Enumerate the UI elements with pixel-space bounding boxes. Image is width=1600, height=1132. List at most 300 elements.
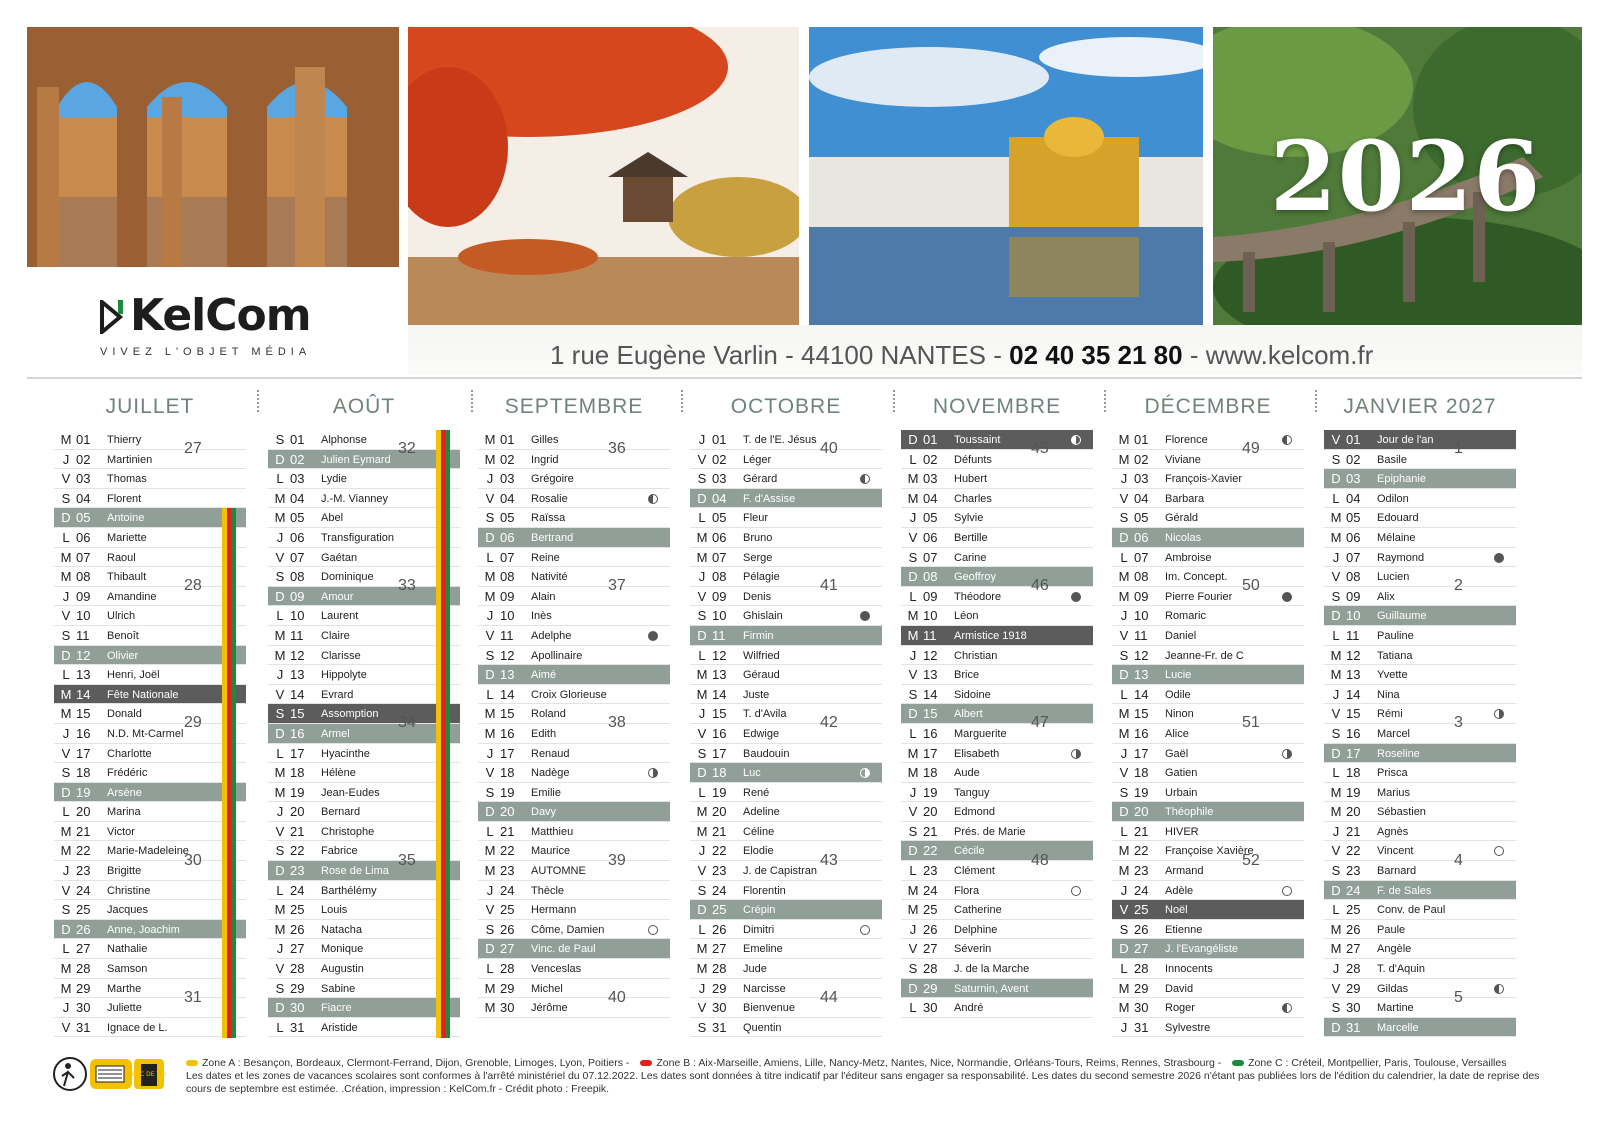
saint-name: Urbain bbox=[1165, 786, 1198, 799]
day-number: 24 bbox=[1346, 882, 1361, 898]
day-number: 30 bbox=[1346, 1000, 1361, 1016]
day-letter: M bbox=[484, 863, 496, 879]
week-number: 4 bbox=[1454, 851, 1463, 869]
saint-name: Bertille bbox=[954, 531, 988, 544]
saint-name: François-Xavier bbox=[1165, 473, 1243, 486]
day-letter: V bbox=[485, 765, 495, 781]
day-letter: V bbox=[485, 902, 495, 918]
saint-name: Rosalie bbox=[531, 492, 568, 505]
day-letter: J bbox=[276, 529, 284, 545]
day-row bbox=[1324, 959, 1516, 979]
day-letter: V bbox=[275, 961, 285, 977]
day-row bbox=[690, 528, 882, 548]
saint-name: Aimé bbox=[531, 669, 557, 682]
day-letter: L bbox=[276, 1019, 284, 1035]
day-number: 28 bbox=[1346, 961, 1361, 977]
day-letter: S bbox=[1119, 921, 1129, 937]
saint-name: Céline bbox=[743, 825, 775, 838]
saint-name: Florence bbox=[1165, 434, 1208, 446]
day-row bbox=[690, 783, 882, 803]
day-row bbox=[901, 744, 1093, 764]
day-letter: S bbox=[275, 843, 285, 859]
saint-name: Côme, Damien bbox=[531, 923, 605, 936]
day-row bbox=[901, 430, 1093, 450]
day-number: 17 bbox=[923, 745, 938, 761]
day-number: 06 bbox=[712, 529, 727, 545]
day-row bbox=[901, 469, 1093, 489]
day-number: 15 bbox=[290, 706, 305, 722]
day-number: 24 bbox=[290, 882, 305, 898]
day-row bbox=[690, 724, 882, 744]
day-row bbox=[1112, 920, 1304, 940]
week-number: 41 bbox=[820, 577, 838, 595]
day-number: 30 bbox=[76, 1000, 91, 1016]
month-column bbox=[1324, 395, 1516, 1037]
day-letter: J bbox=[698, 432, 706, 447]
day-letter: M bbox=[1118, 451, 1130, 467]
saint-name: Sabine bbox=[321, 982, 356, 995]
day-letter: M bbox=[907, 490, 919, 506]
day-number: 14 bbox=[76, 686, 91, 702]
day-row bbox=[901, 939, 1093, 959]
day-number: 12 bbox=[290, 647, 305, 663]
day-letter: S bbox=[908, 961, 918, 977]
day-row bbox=[1112, 567, 1304, 587]
saint-name: Assomption bbox=[321, 708, 379, 721]
day-row bbox=[268, 998, 460, 1018]
saint-name: Alix bbox=[1377, 590, 1395, 603]
day-row bbox=[1324, 450, 1516, 470]
day-number: 02 bbox=[1346, 451, 1361, 467]
saint-name: Tatiana bbox=[1377, 649, 1413, 662]
day-row bbox=[1324, 430, 1516, 450]
saint-name: Augustin bbox=[321, 963, 364, 976]
day-row bbox=[901, 646, 1093, 666]
day-letter: S bbox=[1331, 588, 1341, 604]
day-number: 28 bbox=[712, 961, 727, 977]
day-number: 20 bbox=[1134, 804, 1149, 820]
saint-name: Donald bbox=[107, 708, 142, 721]
zone-b-marker bbox=[640, 1060, 652, 1066]
saint-name: AUTOMNE bbox=[531, 865, 586, 878]
day-number: 31 bbox=[290, 1019, 305, 1035]
week-number: 51 bbox=[1242, 714, 1260, 732]
day-number: 09 bbox=[712, 588, 727, 604]
day-number: 08 bbox=[1134, 569, 1149, 585]
saint-name: Conv. de Paul bbox=[1377, 904, 1446, 917]
day-letter: M bbox=[60, 706, 72, 722]
last-quarter-icon bbox=[648, 494, 658, 504]
day-number: 21 bbox=[923, 823, 938, 839]
day-letter: M bbox=[1118, 725, 1130, 741]
day-number: 15 bbox=[923, 706, 938, 722]
day-number: 03 bbox=[1134, 471, 1149, 487]
saint-name: Nicolas bbox=[1165, 531, 1202, 544]
day-number: 22 bbox=[500, 843, 515, 859]
saint-name: Théodore bbox=[954, 590, 1002, 603]
day-letter: M bbox=[484, 1000, 496, 1016]
day-number: 07 bbox=[500, 549, 515, 565]
day-row bbox=[901, 685, 1093, 705]
day-number: 31 bbox=[76, 1019, 91, 1035]
saint-name: Léger bbox=[743, 453, 772, 466]
day-row bbox=[54, 489, 246, 509]
day-letter: V bbox=[1331, 432, 1341, 447]
day-letter: D bbox=[485, 804, 495, 820]
saint-name: David bbox=[1165, 982, 1194, 995]
day-letter: S bbox=[697, 882, 707, 898]
day-number: 24 bbox=[76, 882, 91, 898]
day-number: 01 bbox=[923, 432, 938, 447]
day-row bbox=[1112, 489, 1304, 509]
day-row bbox=[1112, 900, 1304, 920]
day-number: 05 bbox=[1346, 510, 1361, 526]
week-number: 50 bbox=[1242, 577, 1260, 595]
day-number: 05 bbox=[1134, 510, 1149, 526]
saint-name: Guillaume bbox=[1377, 610, 1427, 623]
saint-name: Jude bbox=[743, 963, 767, 976]
day-letter: D bbox=[61, 510, 71, 526]
day-number: 14 bbox=[1134, 686, 1149, 702]
day-letter: V bbox=[908, 529, 918, 545]
day-letter: D bbox=[275, 1000, 285, 1016]
day-letter: S bbox=[485, 510, 495, 526]
day-row bbox=[54, 861, 246, 881]
saint-name: Juste bbox=[743, 688, 770, 701]
day-row bbox=[1112, 587, 1304, 607]
day-row bbox=[268, 508, 460, 528]
saint-name: Bienvenue bbox=[743, 1002, 795, 1015]
day-row bbox=[901, 665, 1093, 685]
new-moon-icon bbox=[1071, 592, 1081, 602]
day-letter: L bbox=[276, 882, 284, 898]
saint-name: Luc bbox=[743, 767, 761, 780]
day-letter: D bbox=[1331, 471, 1341, 487]
day-number: 30 bbox=[923, 1000, 938, 1016]
day-number: 27 bbox=[76, 941, 91, 957]
day-letter: S bbox=[1331, 1000, 1341, 1016]
saint-name: Clément bbox=[954, 865, 995, 878]
day-number: 05 bbox=[712, 510, 727, 526]
day-row bbox=[1324, 900, 1516, 920]
day-number: 13 bbox=[76, 667, 91, 683]
day-number: 30 bbox=[500, 1000, 515, 1016]
last-quarter-icon bbox=[1494, 984, 1504, 994]
day-number: 04 bbox=[1134, 490, 1149, 506]
saint-name: Thibault bbox=[107, 571, 147, 584]
day-row bbox=[54, 665, 246, 685]
day-row bbox=[54, 900, 246, 920]
day-row bbox=[1112, 626, 1304, 646]
day-number: 08 bbox=[500, 569, 515, 585]
saint-name: Inès bbox=[531, 610, 552, 623]
saint-name: Gaétan bbox=[321, 551, 358, 564]
day-letter: L bbox=[1332, 765, 1340, 781]
school-holiday-stripes bbox=[436, 430, 450, 1038]
day-letter: J bbox=[1332, 961, 1340, 977]
day-letter: M bbox=[1118, 569, 1130, 585]
day-number: 22 bbox=[290, 843, 305, 859]
day-row bbox=[54, 744, 246, 764]
day-number: 23 bbox=[290, 863, 305, 879]
day-letter: J bbox=[62, 451, 70, 467]
day-number: 02 bbox=[923, 451, 938, 467]
saint-name: F. d'Assise bbox=[743, 492, 796, 505]
day-number: 09 bbox=[76, 588, 91, 604]
day-row bbox=[901, 959, 1093, 979]
day-number: 04 bbox=[712, 490, 727, 506]
saint-name: Marcel bbox=[1377, 727, 1411, 740]
day-number: 08 bbox=[923, 569, 938, 585]
day-letter: J bbox=[276, 941, 284, 957]
week-number: 5 bbox=[1454, 988, 1463, 1006]
day-number: 05 bbox=[76, 510, 91, 526]
day-row bbox=[901, 567, 1093, 587]
day-letter: V bbox=[1331, 843, 1341, 859]
saint-name: Olivier bbox=[107, 649, 139, 662]
day-letter: S bbox=[61, 490, 71, 506]
day-letter: S bbox=[275, 980, 285, 996]
day-letter: D bbox=[908, 706, 918, 722]
saint-name: Juliette bbox=[107, 1002, 142, 1015]
day-letter: M bbox=[696, 549, 708, 565]
day-letter: D bbox=[485, 529, 495, 545]
day-letter: S bbox=[697, 745, 707, 761]
day-letter: D bbox=[275, 451, 285, 467]
saint-name: Gildas bbox=[1377, 982, 1409, 995]
new-moon-icon bbox=[648, 631, 658, 641]
day-letter: D bbox=[1119, 804, 1129, 820]
day-number: 17 bbox=[1346, 745, 1361, 761]
saint-name: Martinien bbox=[107, 453, 153, 466]
day-row bbox=[901, 881, 1093, 901]
day-letter: S bbox=[697, 471, 707, 487]
day-number: 09 bbox=[1346, 588, 1361, 604]
day-row bbox=[54, 881, 246, 901]
week-number: 40 bbox=[820, 440, 838, 457]
day-letter: S bbox=[908, 549, 918, 565]
saint-name: Grégoire bbox=[531, 473, 574, 486]
saint-name: Marie-Madeleine bbox=[107, 845, 189, 858]
day-row bbox=[54, 783, 246, 803]
day-letter: L bbox=[909, 725, 917, 741]
day-letter: D bbox=[485, 667, 495, 683]
footer-icons bbox=[52, 1056, 172, 1092]
day-row bbox=[901, 861, 1093, 881]
day-number: 23 bbox=[923, 863, 938, 879]
day-number: 16 bbox=[923, 725, 938, 741]
month-separator bbox=[1315, 390, 1317, 412]
day-letter: M bbox=[1330, 529, 1342, 545]
day-row bbox=[1112, 724, 1304, 744]
saint-name: Gérald bbox=[1165, 512, 1199, 525]
day-number: 25 bbox=[923, 902, 938, 918]
day-row bbox=[478, 450, 670, 470]
saint-name: Marthe bbox=[107, 982, 142, 995]
day-number: 15 bbox=[500, 706, 515, 722]
day-letter: S bbox=[61, 902, 71, 918]
day-row bbox=[268, 841, 460, 861]
day-row bbox=[1324, 841, 1516, 861]
day-letter: V bbox=[485, 627, 495, 643]
saint-name: Brigitte bbox=[107, 865, 142, 878]
day-letter: S bbox=[1331, 725, 1341, 741]
saint-name: Aristide bbox=[321, 1021, 358, 1034]
day-row bbox=[478, 528, 670, 548]
day-number: 12 bbox=[1134, 647, 1149, 663]
day-number: 25 bbox=[1134, 902, 1149, 918]
day-row bbox=[1324, 665, 1516, 685]
saint-name: T. d'Avila bbox=[743, 708, 787, 721]
day-row bbox=[54, 763, 246, 783]
day-number: 16 bbox=[712, 725, 727, 741]
day-letter: J bbox=[486, 882, 494, 898]
week-number: 39 bbox=[608, 851, 626, 869]
saint-name: Alphonse bbox=[321, 434, 367, 446]
saint-name: Bertrand bbox=[531, 531, 574, 544]
day-letter: M bbox=[484, 706, 496, 722]
saint-name: Odile bbox=[1165, 688, 1191, 701]
day-row bbox=[268, 430, 460, 450]
day-number: 01 bbox=[1346, 432, 1361, 447]
day-number: 21 bbox=[500, 823, 515, 839]
saint-name: Emilie bbox=[531, 786, 561, 799]
day-row bbox=[54, 822, 246, 842]
day-row bbox=[54, 1018, 246, 1038]
saint-name: Catherine bbox=[954, 904, 1002, 917]
day-row bbox=[1324, 626, 1516, 646]
day-row bbox=[690, 704, 882, 724]
day-row bbox=[268, 567, 460, 587]
day-number: 20 bbox=[923, 804, 938, 820]
saint-name: Flora bbox=[954, 884, 980, 897]
day-number: 24 bbox=[1134, 882, 1149, 898]
day-row bbox=[690, 959, 882, 979]
day-number: 13 bbox=[1346, 667, 1361, 683]
week-number: 44 bbox=[820, 988, 838, 1006]
day-row bbox=[54, 704, 246, 724]
day-letter: L bbox=[62, 804, 70, 820]
day-number: 10 bbox=[712, 608, 727, 624]
day-row bbox=[901, 763, 1093, 783]
saint-name: Marcelle bbox=[1377, 1021, 1419, 1034]
week-number: 42 bbox=[820, 714, 838, 732]
day-number: 20 bbox=[712, 804, 727, 820]
day-letter: M bbox=[696, 961, 708, 977]
contact-website: - www.kelcom.fr bbox=[1189, 340, 1374, 370]
day-row bbox=[690, 606, 882, 626]
saint-name: Renaud bbox=[531, 747, 570, 760]
saint-name: Raïssa bbox=[531, 512, 566, 525]
day-number: 13 bbox=[1134, 667, 1149, 683]
month-column bbox=[1112, 395, 1304, 1037]
day-letter: M bbox=[60, 686, 72, 702]
contact-phone: 02 40 35 21 80 bbox=[1009, 340, 1183, 370]
day-row bbox=[1112, 998, 1304, 1018]
day-row bbox=[478, 724, 670, 744]
logo-mark-icon bbox=[100, 300, 126, 334]
day-row bbox=[690, 744, 882, 764]
day-letter: J bbox=[276, 667, 284, 683]
saint-name: Pierre Fourier bbox=[1165, 590, 1233, 603]
saint-name: Christian bbox=[954, 649, 998, 662]
day-letter: V bbox=[697, 451, 707, 467]
saint-name: Tanguy bbox=[954, 786, 990, 799]
zone-b-text: Zone B : Aix-Marseille, Amiens, Lille, Nancy-Metz, Nantes, Nice, Normandie, Orléans-Tours, Reims, Rennes, Strasbourg - bbox=[656, 1057, 1222, 1069]
day-number: 07 bbox=[290, 549, 305, 565]
day-letter: L bbox=[909, 588, 917, 604]
day-number: 25 bbox=[290, 902, 305, 918]
saint-name: André bbox=[954, 1002, 984, 1015]
day-row bbox=[268, 959, 460, 979]
day-letter: M bbox=[274, 784, 286, 800]
day-letter: D bbox=[61, 784, 71, 800]
day-letter: M bbox=[60, 980, 72, 996]
week-number: 34 bbox=[398, 714, 416, 732]
day-row bbox=[690, 841, 882, 861]
day-number: 21 bbox=[290, 823, 305, 839]
day-number: 19 bbox=[1346, 784, 1361, 800]
day-number: 19 bbox=[1134, 784, 1149, 800]
day-row bbox=[478, 744, 670, 764]
saint-name: Romaric bbox=[1165, 610, 1206, 623]
day-number: 17 bbox=[1134, 745, 1149, 761]
saint-name: Jacques bbox=[107, 904, 148, 917]
day-row bbox=[1324, 606, 1516, 626]
saint-name: Epiphanie bbox=[1377, 473, 1426, 486]
day-row bbox=[1324, 998, 1516, 1018]
day-row bbox=[478, 861, 670, 881]
day-row bbox=[54, 685, 246, 705]
saint-name: Benoît bbox=[107, 629, 139, 642]
week-number: 29 bbox=[184, 714, 202, 732]
saint-name: Lucie bbox=[1165, 669, 1192, 682]
day-letter: M bbox=[907, 627, 919, 643]
day-letter: L bbox=[486, 961, 494, 977]
day-letter: M bbox=[60, 569, 72, 585]
day-row bbox=[1324, 744, 1516, 764]
day-letter: D bbox=[1119, 667, 1129, 683]
day-letter: M bbox=[60, 432, 72, 447]
saint-name: Hippolyte bbox=[321, 669, 367, 682]
day-number: 18 bbox=[76, 765, 91, 781]
day-letter: L bbox=[1120, 961, 1128, 977]
saint-name: Henri, Joël bbox=[107, 669, 160, 682]
day-row bbox=[690, 587, 882, 607]
day-row bbox=[54, 626, 246, 646]
day-letter: L bbox=[698, 647, 706, 663]
day-row bbox=[478, 665, 670, 685]
week-number: 27 bbox=[184, 440, 202, 457]
saint-name: Jour de l'an bbox=[1377, 434, 1434, 446]
day-row bbox=[690, 998, 882, 1018]
day-letter: M bbox=[696, 823, 708, 839]
day-row bbox=[478, 587, 670, 607]
day-number: 04 bbox=[1346, 490, 1361, 506]
day-row bbox=[54, 802, 246, 822]
day-row bbox=[1324, 1018, 1516, 1038]
day-letter: M bbox=[1118, 1000, 1130, 1016]
saint-name: Monique bbox=[321, 943, 364, 956]
day-letter: V bbox=[485, 490, 495, 506]
saint-name: Matthieu bbox=[531, 825, 574, 838]
saint-name: Aude bbox=[954, 767, 980, 780]
saint-name: Yvette bbox=[1377, 669, 1408, 682]
day-letter: M bbox=[907, 745, 919, 761]
day-row bbox=[54, 548, 246, 568]
day-number: 02 bbox=[712, 451, 727, 467]
day-row bbox=[268, 861, 460, 881]
